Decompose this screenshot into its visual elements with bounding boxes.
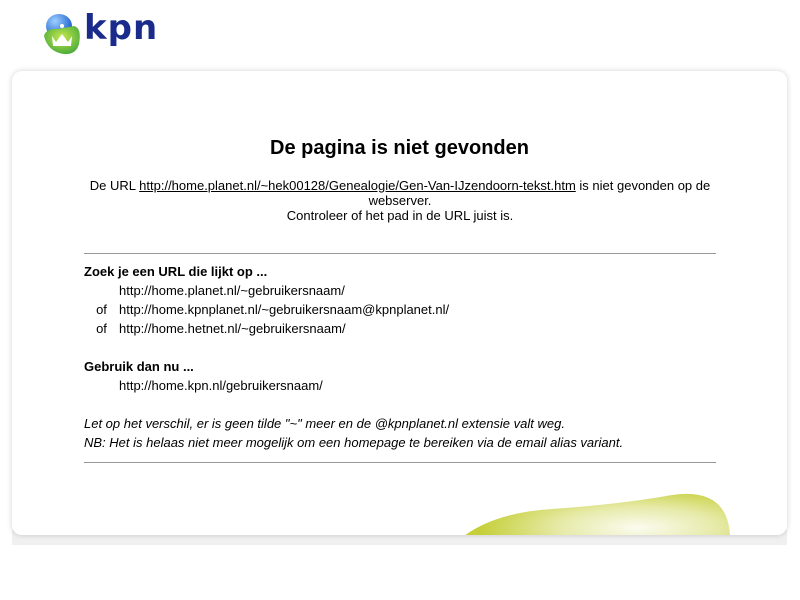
note: NB: Het is helaas niet meer mogelijk om een homepage te bereiken via de email alias variant. <box>84 435 624 450</box>
kpn-crown-icon <box>42 12 82 56</box>
msg-prefix: De URL <box>89 178 136 193</box>
list-item <box>84 376 323 395</box>
list-item <box>84 281 449 300</box>
prefix: of <box>96 302 107 317</box>
list-item <box>84 319 449 338</box>
logo-text: kpn <box>84 8 159 48</box>
page-title: De pagina is niet gevonden <box>270 137 529 159</box>
note: Let op het verschil, er is geen tilde "~" meer en de @kpnplanet.nl extensie valt weg. <box>84 416 565 431</box>
kpn-logo <box>42 8 159 56</box>
msg-hint: Controleer of het pad in de URL juist is. <box>286 208 514 223</box>
list-item <box>84 300 449 319</box>
example-url: http://home.hetnet.nl/~gebruikersnaam/ <box>119 321 346 336</box>
divider <box>84 462 716 463</box>
error-card <box>12 71 787 535</box>
divider <box>84 253 716 254</box>
missing-url-link[interactable]: http://home.planet.nl/~hek00128/Genealogie/Gen-Van-IJzendoorn-tekst.htm <box>139 178 576 193</box>
notes <box>84 414 623 452</box>
prefix <box>84 281 119 300</box>
search-section <box>84 262 449 338</box>
example-url: http://home.kpnplanet.nl/~gebruikersnaam@kpnplanet.nl/ <box>119 302 450 317</box>
prefix: of <box>96 321 107 336</box>
new-url: http://home.kpn.nl/gebruikersnaam/ <box>119 378 323 393</box>
error-message <box>84 178 716 223</box>
msg-suffix: is niet gevonden op de webserver. <box>368 178 711 208</box>
example-url: http://home.planet.nl/~gebruikersnaam/ <box>119 283 345 298</box>
search-heading: Zoek je een URL die lijkt op ... <box>84 264 268 279</box>
decorative-blob <box>442 489 732 535</box>
use-heading: Gebruik dan nu ... <box>84 359 194 374</box>
use-section <box>84 357 323 395</box>
